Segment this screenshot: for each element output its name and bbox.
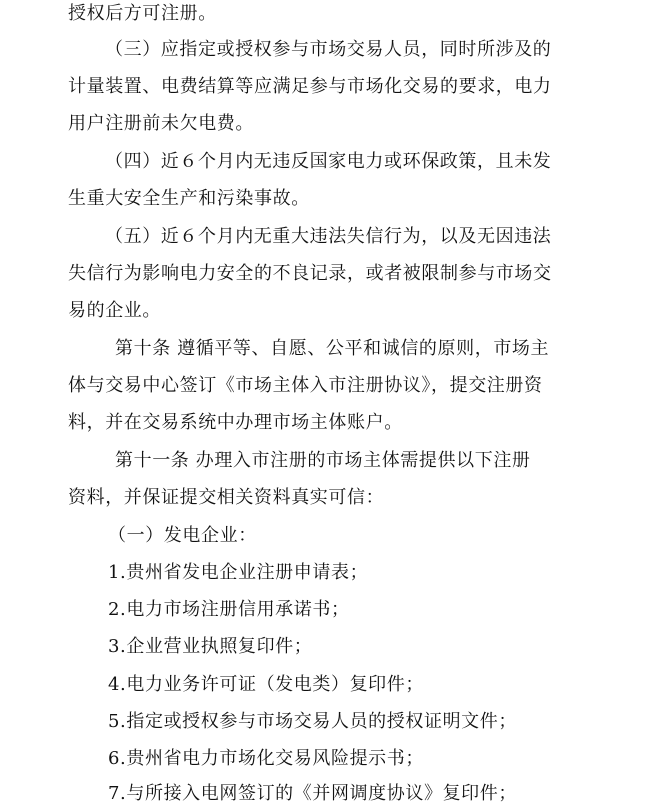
clause-3-line-2: 计量装置、电费结算等应满足参与市场化交易的要求，电力 [68,76,552,97]
list-item: 4.电力业务许可证（发电类）复印件； [108,674,424,695]
list-item: 5.指定或授权参与市场交易人员的授权证明文件； [108,711,517,732]
clause-3-line-3: 用户注册前未欠电费。 [68,113,254,134]
list-item: 6.贵州省电力市场化交易风险提示书； [108,748,424,769]
article-11-line-1: 第十一条 办理入市注册的市场主体需提供以下注册 [115,450,531,471]
clause-3-line-1: （三）应指定或授权参与市场交易人员，同时所涉及的 [105,39,552,60]
list-item: 7.与所接入电网签订的《并网调度协议》复印件； [108,783,517,804]
article-11-line-2: 资料，并保证提交相关资料真实可信： [68,487,385,508]
text-line-continuation: 授权后方可注册。 [68,3,217,24]
subsection-heading: （一）发电企业： [108,525,257,546]
list-item: 2.电力市场注册信用承诺书； [108,599,350,620]
article-10-line-2: 体与交易中心签订《市场主体入市注册协议》，提交注册资 [68,375,543,396]
article-10-line-3: 料，并在交易系统中办理市场主体账户。 [68,412,403,433]
list-item: 3.企业营业执照复印件； [108,636,313,657]
article-10-line-1: 第十条 遵循平等、自愿、公平和诚信的原则，市场主 [115,338,550,359]
clause-5-line-3: 易的企业。 [68,300,161,321]
clause-5-line-2: 失信行为影响电力安全的不良记录，或者被限制参与市场交 [68,263,552,284]
clause-4-line-2: 生重大安全生产和污染事故。 [68,188,310,209]
list-item: 1.贵州省发电企业注册申请表； [108,562,369,583]
clause-5-line-1: （五）近６个月内无重大违法失信行为，以及无因违法 [105,226,552,247]
clause-4-line-1: （四）近６个月内无违反国家电力或环保政策，且未发 [105,151,552,172]
